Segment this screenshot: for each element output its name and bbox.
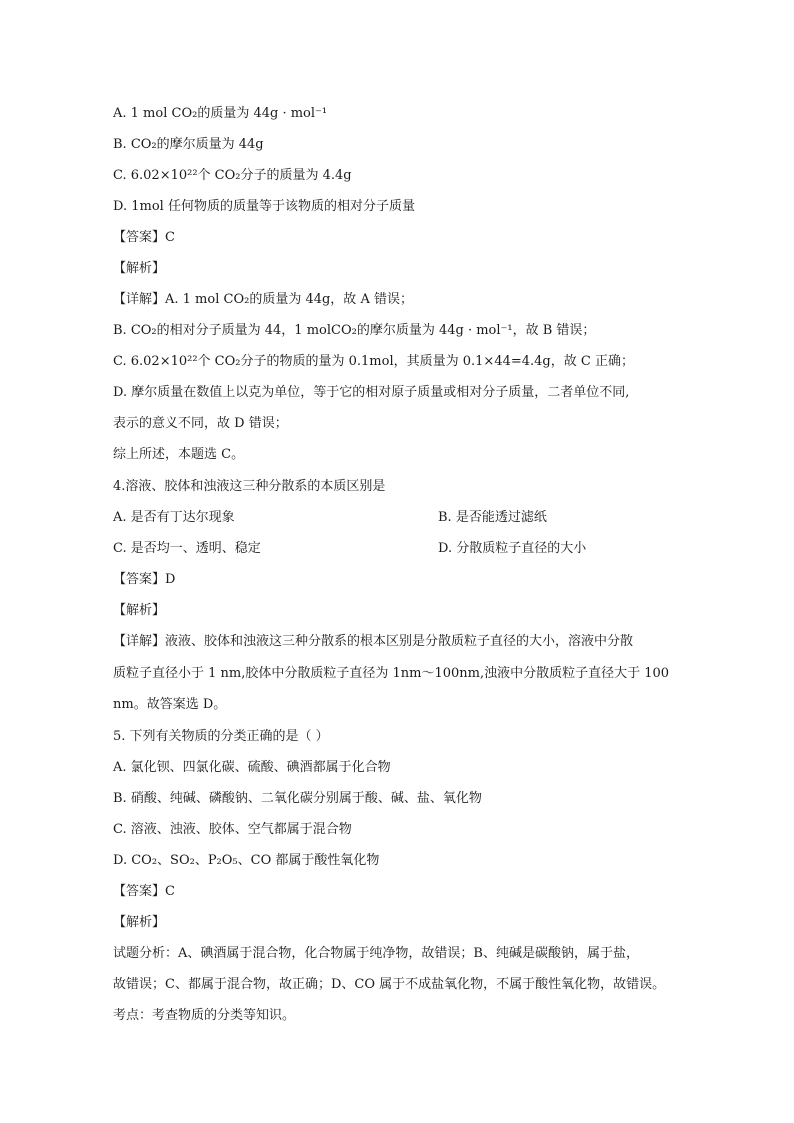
q3-answer: 【答案】C <box>113 230 175 245</box>
q4-options-row-2 <box>113 540 693 558</box>
q5-option-c: C. 溶液、浊液、胶体、空气都属于混合物 <box>113 822 352 837</box>
q3-detail-line-2: B. CO₂的相对分子质量为 44，1 molCO₂的摩尔质量为 44g · mol⁻¹，故 B 错误； <box>113 323 596 338</box>
q5-detail-line-1: 试题分析：A、碘酒属于混合物，化合物属于纯净物，故错误；B、纯碱是碳酸钠，属于盐， <box>113 946 639 961</box>
q5-stem: 5. 下列有关物质的分类正确的是（ ） <box>113 729 329 744</box>
q4-option-a: A. 是否有丁达尔现象 <box>113 510 235 525</box>
q3-option-c: C. 6.02×10²²个 CO₂分子的质量为 4.4g <box>113 168 352 183</box>
q4-answer: 【答案】D <box>113 572 176 587</box>
q3-detail-line-3: C. 6.02×10²²个 CO₂分子的物质的量为 0.1mol，其质量为 0.1×44=4.4g，故 C 正确； <box>113 354 634 369</box>
q4-options-row-1 <box>113 509 693 527</box>
q3-detail-line-1: 【详解】A. 1 mol CO₂的质量为 44g，故 A 错误； <box>113 292 413 307</box>
q3-detail-line-4: D. 摩尔质量在数值上以克为单位，等于它的相对原子质量或相对分子质量，二者单位不同, <box>113 385 630 400</box>
q5-answer: 【答案】C <box>113 884 175 899</box>
q3-detail-line-5: 表示的意义不同，故 D 错误； <box>113 416 288 431</box>
q4-stem: 4.溶液、胶体和浊液这三种分散系的本质区别是 <box>113 479 386 494</box>
q4-detail-line-3: nm。故答案选 D。 <box>113 697 227 712</box>
q5-option-a: A. 氯化钡、四氯化碳、硫酸、碘酒都属于化合物 <box>113 760 391 775</box>
q3-summary: 综上所述，本题选 C。 <box>113 447 245 462</box>
q3-option-a: A. 1 mol CO₂的质量为 44g · mol⁻¹ <box>113 106 328 121</box>
q3-analysis-heading: 【解析】 <box>113 261 166 276</box>
q4-detail-line-2: 质粒子直径小于 1 nm,胶体中分散质粒子直径为 1nm～100nm,浊液中分散质粒子直径大于 100 <box>113 666 670 681</box>
q5-detail-line-3: 考点：考查物质的分类等知识。 <box>113 1008 296 1023</box>
q4-option-c: C. 是否均一、透明、稳定 <box>113 541 261 556</box>
q3-option-b: B. CO₂的摩尔质量为 44g <box>113 137 264 152</box>
q4-option-d: D. 分散质粒子直径的大小 <box>438 541 587 556</box>
q5-option-b: B. 硝酸、纯碱、磷酸钠、二氧化碳分别属于酸、碱、盐、氧化物 <box>113 791 482 806</box>
q3-option-d: D. 1mol 任何物质的质量等于该物质的相对分子质量 <box>113 199 415 214</box>
q5-detail-line-2: 故错误；C、都属于混合物，故正确；D、CO 属于不成盐氧化物，不属于酸性氧化物，故错误。 <box>113 977 666 992</box>
q4-option-b: B. 是否能透过滤纸 <box>438 510 547 525</box>
q5-option-d: D. CO₂、SO₂、P₂O₅、CO 都属于酸性氧化物 <box>113 853 380 868</box>
q4-detail-line-1: 【详解】液液、胶体和浊液这三种分散系的根本区别是分散质粒子直径的大小，溶液中分散 <box>113 634 634 649</box>
q4-analysis-heading: 【解析】 <box>113 603 166 618</box>
q5-analysis-heading: 【解析】 <box>113 915 166 930</box>
